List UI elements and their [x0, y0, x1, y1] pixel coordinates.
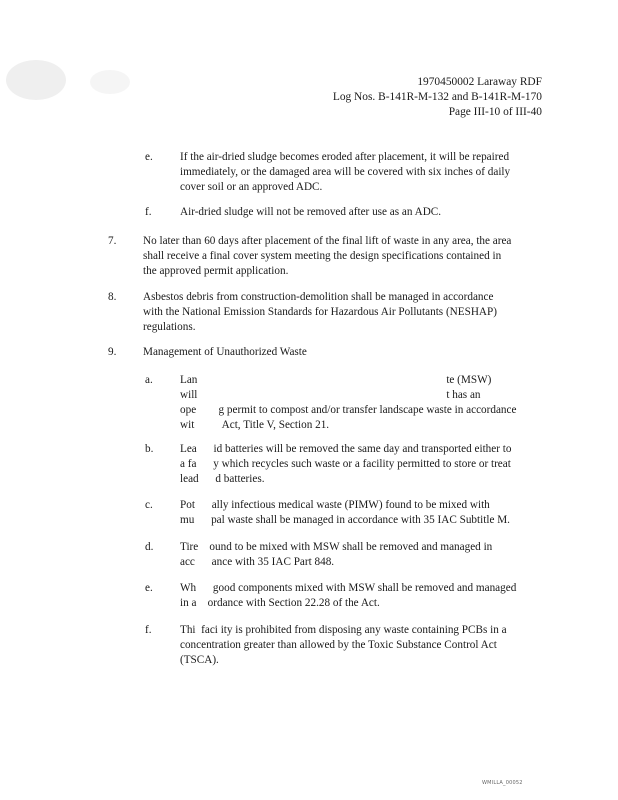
text-line: Lea id batteries will be removed the same day and transported either to — [180, 443, 512, 455]
item-text — [180, 581, 550, 611]
section-heading — [143, 345, 553, 360]
text-line: mu pal waste shall be managed in accordance with 35 IAC Subtitle M. — [180, 514, 510, 526]
item-text — [180, 373, 550, 433]
bates-stamp: WMILLA_00052 — [482, 780, 523, 786]
text-line: Pot ally infectious medical waste (PIMW) found to be mixed with — [180, 499, 490, 511]
item-text — [143, 234, 553, 279]
item-text — [143, 290, 553, 335]
text-line: regulations. — [143, 321, 196, 333]
text-line: Thi faci ity is prohibited from disposing any waste containing PCBs in a — [180, 624, 507, 636]
text-line: If the air-dried sludge becomes eroded after placement, it will be repaired — [180, 151, 510, 163]
text-line: Tire ound to be mixed with MSW shall be removed and managed in — [180, 541, 493, 553]
item-marker: b. — [145, 443, 154, 455]
item-marker: a. — [145, 374, 153, 386]
text-line: cover soil or an approved ADC. — [180, 181, 323, 193]
item-marker: d. — [145, 541, 154, 553]
item-marker: 7. — [108, 235, 117, 247]
text-line: Air-dried sludge will not be removed after use as an ADC. — [180, 206, 442, 218]
header-log-numbers: Log Nos. B-141R-M-132 and B-141R-M-170 — [332, 91, 542, 103]
text-line: Asbestos debris from construction-demolition shall be managed in accordance — [143, 291, 494, 303]
text-line: immediately, or the damaged area will be covered with six inches of daily — [180, 166, 511, 178]
item-marker: e. — [145, 582, 153, 594]
text-line: Wh good components mixed with MSW shall be removed and managed — [180, 582, 517, 594]
scan-smudge — [90, 70, 130, 94]
item-text — [180, 540, 550, 570]
text-line: Management of Unauthorized Waste — [143, 346, 307, 358]
item-text — [180, 623, 550, 668]
item-text — [180, 205, 550, 220]
item-marker: f. — [145, 624, 152, 636]
header-page-number: Page III-10 of III-40 — [448, 106, 542, 118]
item-marker: c. — [145, 499, 153, 511]
item-text — [180, 150, 550, 195]
item-marker: 8. — [108, 291, 117, 303]
text-line: wit Act, Title V, Section 21. — [180, 419, 330, 431]
text-line: will t has an — [180, 389, 481, 401]
text-line: ope g permit to compost and/or transfer landscape waste in accordance — [180, 404, 517, 416]
item-text — [180, 498, 550, 528]
text-line: a fa y which recycles such waste or a facility permitted to store or treat — [180, 458, 511, 470]
header-permit-line: 1970450002 Laraway RDF — [417, 76, 542, 88]
text-line: concentration greater than allowed by the Toxic Substance Control Act — [180, 639, 497, 651]
text-line: the approved permit application. — [143, 265, 289, 277]
text-line: No later than 60 days after placement of the final lift of waste in any area, the area — [143, 235, 512, 247]
item-marker: 9. — [108, 346, 117, 358]
item-marker: f. — [145, 206, 152, 218]
text-line: Lan te (MSW) — [180, 374, 492, 386]
page-header — [333, 75, 542, 120]
item-marker: e. — [145, 151, 153, 163]
text-line: (TSCA). — [180, 654, 219, 666]
text-line: with the National Emission Standards for Hazardous Air Pollutants (NESHAP) — [143, 306, 497, 318]
text-line: shall receive a final cover system meeting the design specifications contained in — [143, 250, 502, 262]
text-line: in a ordance with Section 22.28 of the Act. — [180, 597, 380, 609]
scan-smudge — [6, 60, 66, 100]
text-line: lead d batteries. — [180, 473, 265, 485]
text-line: acc ance with 35 IAC Part 848. — [180, 556, 335, 568]
item-text — [180, 442, 550, 487]
